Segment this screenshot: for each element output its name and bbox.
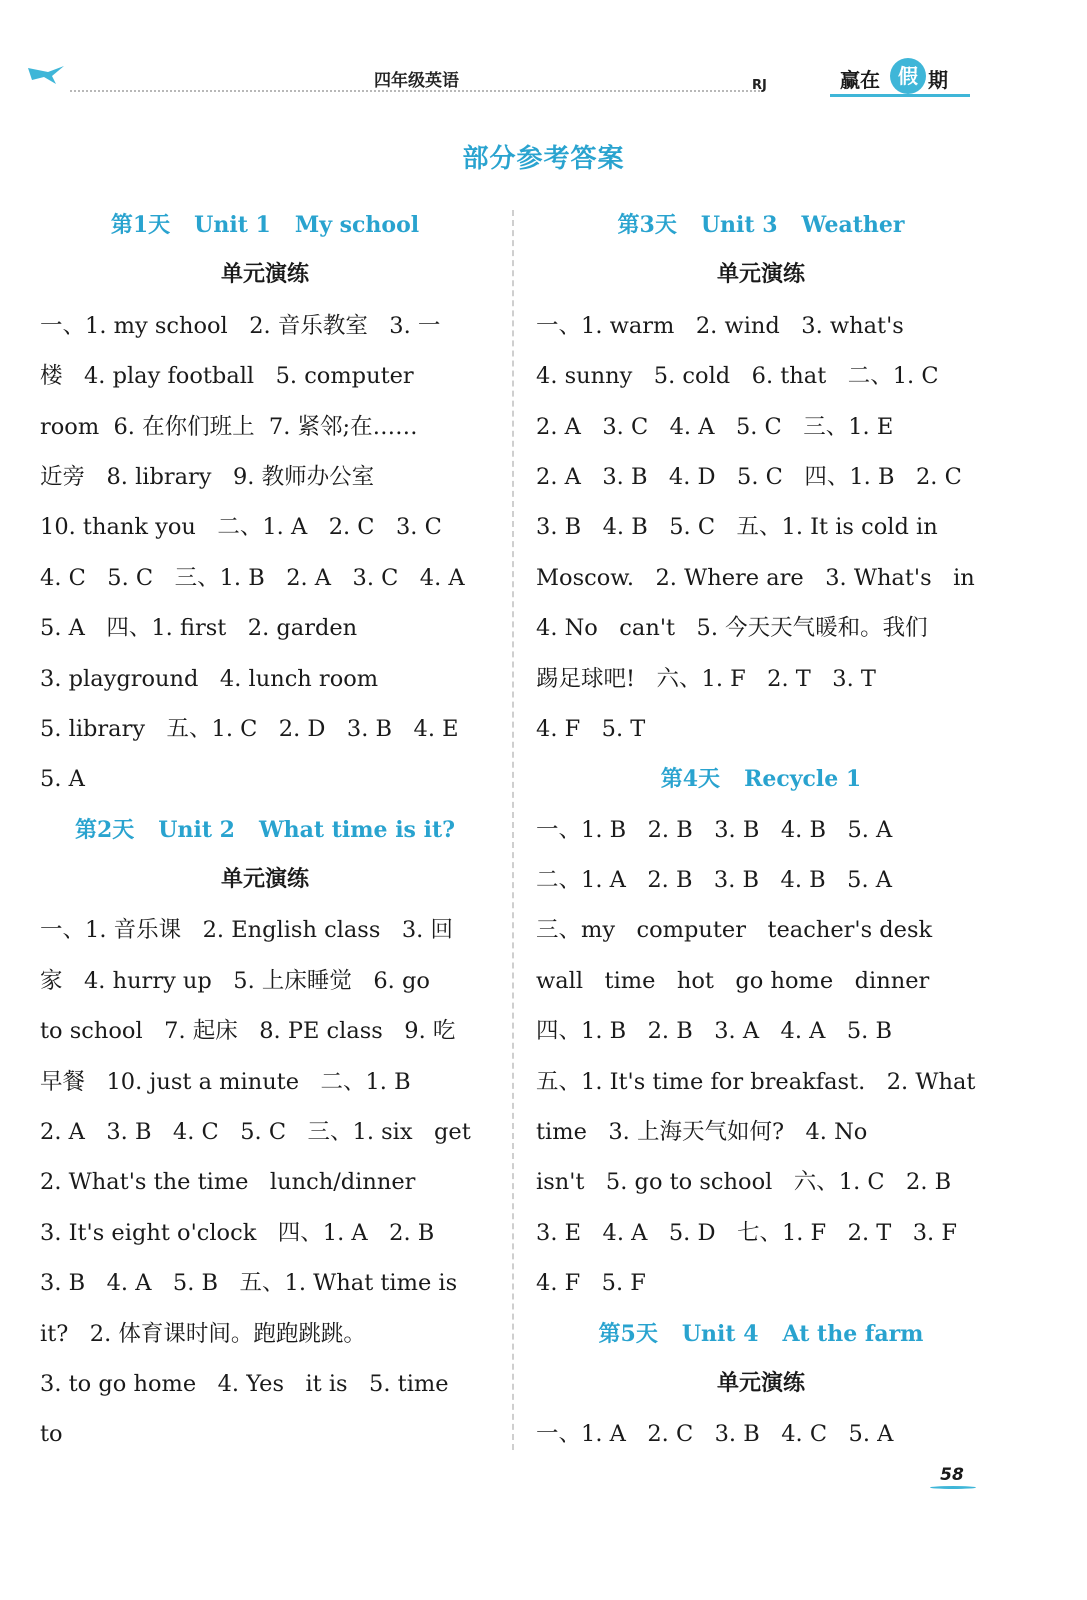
answer-line: 2. A 3. B 4. D 5. C 四、1. B 2. C: [536, 463, 962, 490]
answer-line: room 6. 在你们班上 7. 紧邻;在……: [40, 413, 418, 440]
answer-line: 四、1. B 2. B 3. A 4. A 5. B: [536, 1018, 893, 1045]
answer-line: 5. library 五、1. C 2. D 3. B 4. E: [40, 715, 459, 742]
answer-line: to school 7. 起床 8. PE class 9. 吃: [40, 1018, 456, 1045]
answer-line: 一、1. B 2. B 3. B 4. B 5. A: [536, 816, 893, 843]
unit-heading-part: Recycle 1: [744, 766, 862, 793]
answer-line: 踢足球吧! 六、1. F 2. T 3. T: [536, 665, 876, 692]
answer-line: 4. C 5. C 三、1. B 2. A 3. C 4. A: [40, 564, 465, 591]
unit-heading-part: 第4天: [660, 766, 721, 793]
unit-heading-part: 第2天: [74, 816, 135, 843]
answer-line: 4. F 5. T: [536, 715, 646, 742]
answer-line: 4. sunny 5. cold 6. that 二、1. C: [536, 363, 939, 390]
unit-heading: [40, 805, 490, 855]
answer-line: 早餐 10. just a minute 二、1. B: [40, 1068, 411, 1095]
answer-line: 近旁 8. library 9. 教师办公室: [40, 463, 375, 490]
brand-text-1: 赢在: [840, 68, 880, 92]
brand-text-3: 期: [928, 68, 948, 92]
page-header: [0, 0, 1087, 110]
right-column: [536, 200, 986, 1460]
unit-heading-part: What time is it?: [258, 816, 456, 843]
brand-text-2: 假: [890, 58, 926, 94]
answer-line: 二、1. A 2. B 3. B 4. B 5. A: [536, 867, 893, 894]
unit-heading-part: Unit 4: [681, 1320, 759, 1347]
section-heading: 单元演练: [220, 867, 309, 893]
left-column: [40, 200, 490, 1460]
unit-heading-part: 第1天: [110, 212, 171, 238]
answer-line: 2. A 3. B 4. C 5. C 三、1. six get: [40, 1119, 471, 1146]
unit-heading-part: Weather: [801, 212, 905, 238]
unit-heading-part: At the farm: [782, 1320, 924, 1347]
section-heading: 单元演练: [220, 262, 309, 288]
edition-label: RJ: [752, 78, 767, 93]
answer-line: 五、1. It's time for breakfast. 2. What: [536, 1068, 976, 1095]
answer-line: 3. playground 4. lunch room: [40, 665, 379, 692]
bird-logo-icon: [26, 62, 66, 86]
unit-heading-part: 第5天: [598, 1320, 658, 1347]
answer-line: 5. A 四、1. first 2. garden: [40, 615, 358, 642]
answer-line: 一、1. A 2. C 3. B 4. C 5. A: [536, 1421, 894, 1448]
answer-line: 3. It's eight o'clock 四、1. A 2. B: [40, 1219, 435, 1246]
answer-line: 一、1. my school 2. 音乐教室 3. 一: [40, 312, 441, 339]
unit-heading: [536, 1309, 986, 1359]
page-title: 部分参考答案: [462, 144, 625, 174]
answer-line: wall time hot go home dinner: [536, 967, 930, 994]
answer-line: 5. A: [40, 766, 85, 793]
section-heading: 单元演练: [716, 262, 805, 288]
answer-line: to: [40, 1421, 63, 1448]
answer-line: isn't 5. go to school 六、1. C 2. B: [536, 1169, 952, 1196]
column-divider: [512, 210, 514, 1450]
answer-line: 三、my computer teacher's desk: [536, 917, 933, 944]
answer-line: 3. E 4. A 5. D 七、1. F 2. T 3. F: [536, 1219, 957, 1246]
brand-logo: [830, 58, 975, 100]
unit-heading-part: Unit 2: [158, 816, 235, 843]
answer-line: 2. What's the time lunch/dinner: [40, 1169, 416, 1196]
answer-line: 3. B 4. B 5. C 五、1. It is cold in: [536, 514, 938, 541]
answer-line: 一、1. 音乐课 2. English class 3. 回: [40, 917, 453, 944]
section-heading: 单元演练: [716, 1370, 805, 1396]
page-number-swoosh: [930, 1486, 976, 1489]
answer-line: 4. No can't 5. 今天天气暖和。我们: [536, 615, 928, 642]
unit-heading: [40, 200, 490, 250]
unit-heading-part: My school: [294, 212, 420, 238]
answer-line: 3. B 4. A 5. B 五、1. What time is: [40, 1270, 458, 1297]
unit-heading-part: 第3天: [617, 212, 677, 238]
unit-heading-part: Unit 1: [194, 212, 271, 238]
answer-line: 一、1. warm 2. wind 3. what's: [536, 312, 904, 339]
subject-label: 四年级英语: [374, 71, 459, 91]
unit-heading: [536, 754, 986, 804]
unit-heading: [536, 200, 986, 250]
answer-line: 2. A 3. C 4. A 5. C 三、1. E: [536, 413, 894, 440]
answer-line: 家 4. hurry up 5. 上床睡觉 6. go: [40, 967, 430, 994]
unit-heading-part: Unit 3: [700, 212, 778, 238]
answer-line: 4. F 5. F: [536, 1270, 646, 1297]
answer-line: Moscow. 2. Where are 3. What's in: [536, 564, 975, 591]
answer-line: 3. to go home 4. Yes it is 5. time: [40, 1370, 449, 1397]
page-number: 58: [940, 1465, 964, 1485]
answer-line: it? 2. 体育课时间。跑跑跳跳。: [40, 1320, 366, 1347]
answer-line: time 3. 上海天气如何? 4. No: [536, 1119, 868, 1146]
answer-line: 楼 4. play football 5. computer: [40, 363, 414, 390]
answer-line: 10. thank you 二、1. A 2. C 3. C: [40, 514, 442, 541]
